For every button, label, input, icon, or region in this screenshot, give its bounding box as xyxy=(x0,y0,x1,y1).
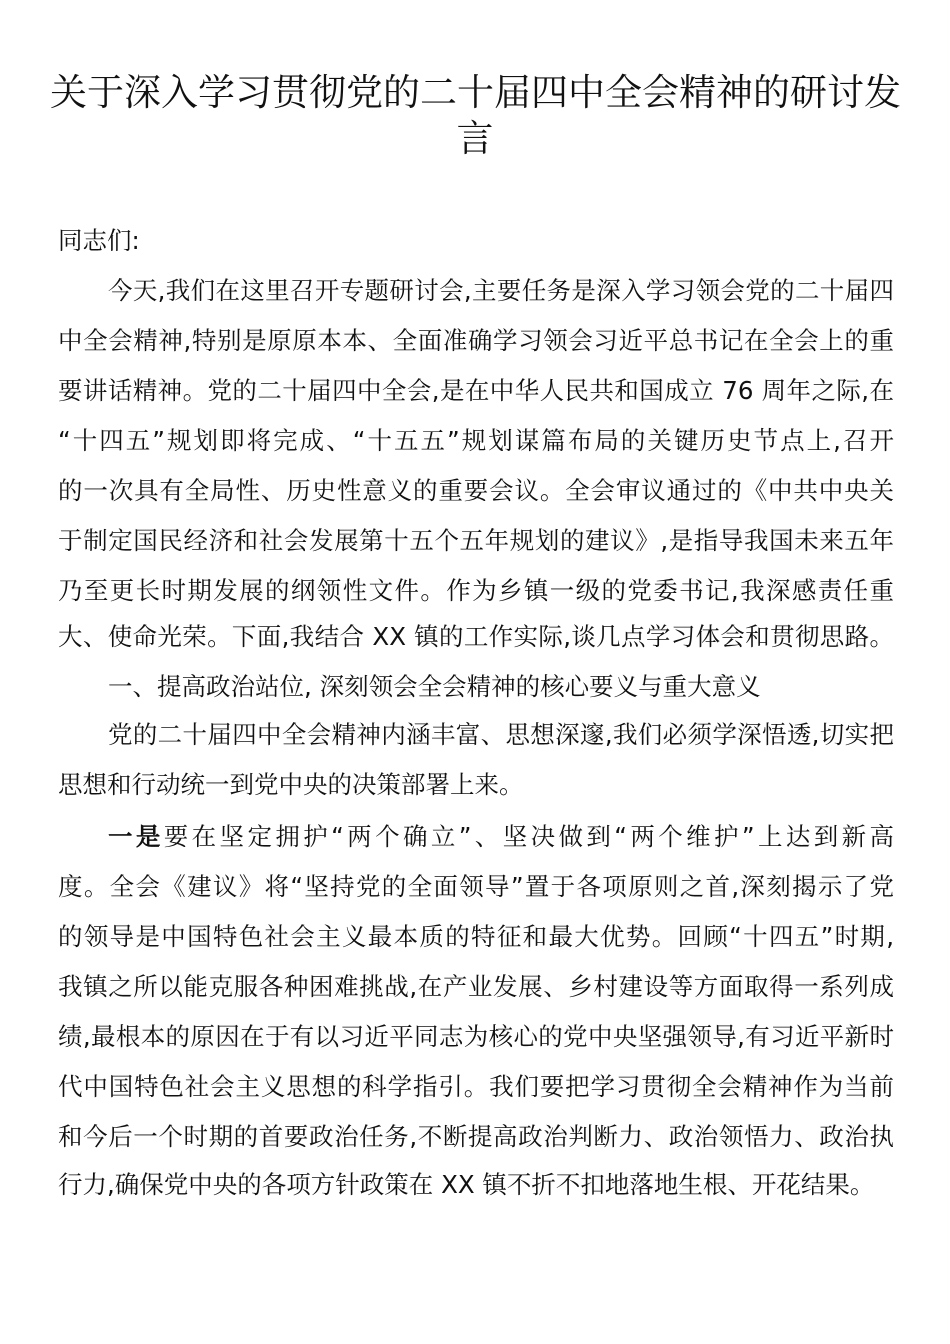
point-1-line-2: 度。全会《建议》将“坚持党的全面领导”置于各项原则之首,深刻揭示了党 xyxy=(58,872,894,901)
point-1-line-1 xyxy=(108,822,894,852)
section-1-intro-line-2: 思想和行动统一到党中央的决策部署上来。 xyxy=(58,770,524,799)
point-1-line-7: 和今后一个时期的首要政治任务,不断提高政治判断力、政治领悟力、政治执 xyxy=(58,1122,894,1151)
paragraph-intro-line-8: 大、使命光荣。下面,我结合 XX 镇的工作实际,谈几点学习体会和贯彻思路。 xyxy=(58,622,894,651)
section-1-intro-line-1: 党的二十届四中全会精神内涵丰富、思想深邃,我们必须学深悟透,切实把 xyxy=(108,720,894,749)
document-title-line-2: 言 xyxy=(456,117,494,160)
paragraph-intro-line-4: “十四五”规划即将完成、“十五五”规划谋篇布局的关键历史节点上,召开 xyxy=(58,426,894,455)
point-1-lead: 一是 xyxy=(108,822,164,851)
paragraph-intro-line-7: 乃至更长时期发展的纲领性文件。作为乡镇一级的党委书记,我深感责任重 xyxy=(58,576,894,605)
point-1-line-5: 绩,最根本的原因在于有以习近平同志为核心的党中央坚强领导,有习近平新时 xyxy=(58,1022,894,1051)
document-title-line-1: 关于深入学习贯彻党的二十届四中全会精神的研讨发 xyxy=(50,71,901,114)
point-1-line-4: 我镇之所以能克服各种困难挑战,在产业发展、乡村建设等方面取得一系列成 xyxy=(58,972,894,1001)
paragraph-intro-line-2: 中全会精神,特别是原原本本、全面准确学习领会习近平总书记在全会上的重 xyxy=(58,326,894,355)
paragraph-intro-line-6: 于制定国民经济和社会发展第十五个五年规划的建议》,是指导我国未来五年 xyxy=(58,526,894,555)
section-1-heading: 一、提高政治站位, 深刻领会全会精神的核心要义与重大意义 xyxy=(108,672,761,701)
paragraph-intro-line-1: 今天,我们在这里召开专题研讨会,主要任务是深入学习领会党的二十届四 xyxy=(108,276,894,305)
point-1-line-1-text: 要在坚定拥护“两个确立”、坚决做到“两个维护”上达到新高 xyxy=(163,822,894,851)
paragraph-intro-line-3: 要讲话精神。党的二十届四中全会,是在中华人民共和国成立 76 周年之际,在 xyxy=(58,376,894,405)
salutation: 同志们: xyxy=(58,226,140,255)
point-1-line-6: 代中国特色社会主义思想的科学指引。我们要把学习贯彻全会精神作为当前 xyxy=(58,1072,894,1101)
point-1-line-3: 的领导是中国特色社会主义最本质的特征和最大优势。回顾“十四五”时期, xyxy=(58,922,894,951)
paragraph-intro-line-5: 的一次具有全局性、历史性意义的重要会议。全会审议通过的《中共中央关 xyxy=(58,476,894,505)
point-1-line-8: 行力,确保党中央的各项方针政策在 XX 镇不折不扣地落地生根、开花结果。 xyxy=(58,1170,875,1199)
